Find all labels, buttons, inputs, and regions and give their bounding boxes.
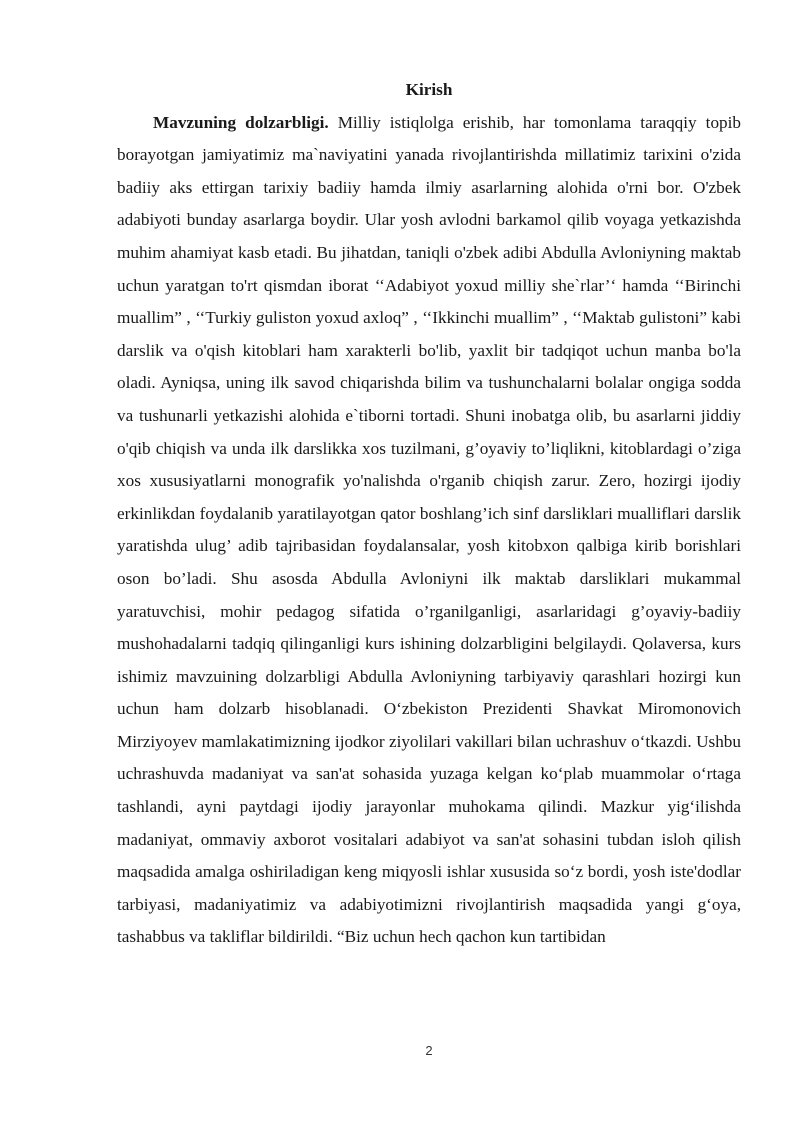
paragraph-lead: Mavzuning dolzarbligi. bbox=[153, 112, 329, 132]
paragraph-body: Milliy istiqlolga erishib, har tomonlama taraqqiy topib borayotgan jamiyatimiz ma`naviyatini yanada rivojlantirishda millatimiz tarixini o'zida badiiy aks ettirgan tarixiy badiiy hamda ilmiy asarlarning alohida o'rni bor. O'zbek adabiyoti bunday asarlarga boydir. Ular yosh avlodni barkamol qilib voyaga yetkazishda muhim ahamiyat kasb etadi. Bu jihatdan, taniqli o'zbek adibi Abdulla Avloniyning maktab uchun yaratgan to'rt qismdan iborat ‘‘Adabiyot yoxud milliy she`rlar’‘ hamda ‘‘Birinchi muallim” , ‘‘Turkiy guliston yoxud axloq” , ‘‘Ikkinchi muallim” , ‘‘Maktab gulistoni” kabi darslik va o'qish kitoblari ham xarakterli bo'lib, yaxlit bir tadqiqot uchun manba bo'la oladi. Ayniqsa, uning ilk savod chiqarishda bilim va tushunchalarni bolalar ongiga sodda va tushunarli yetkazishi alohida e`tiborni tortadi. Shuni inobatga olib, bu asarlarni jiddiy o'qib chiqish va unda ilk darslikka xos tuzilmani, g’oyaviy to’liqlikni, kitoblardagi o’ziga xos xususiyatlarni monografik yo'nalishda o'rganib chiqish zarur. Zero, hozirgi ijodiy erkinlikdan foydalanib yaratilayotgan qator boshlang’ich sinf darsliklari mualliflari darslik yaratishda ulug’ adib tajribasidan foydalansalar, yosh kitobxon qalbiga kirib borishlari oson bo’ladi. Shu asosda Abdulla Avloniyni ilk maktab darsliklari mukammal yaratuvchisi, mohir pedagog sifatida o’rganilganligi, asarlaridagi g’oyaviy-badiiy mushohadalarni tadqiq qilinganligi kurs ishining dolzarbligini belgilaydi. Qolaversa, kurs ishimiz mavzuining dolzarbligi Abdulla Avloniyning tarbiyaviy qarashlari hozirgi kun uchun ham dolzarb hisoblanadi. O‘zbekiston Prezidenti Shavkat Miromonovich Mirziyoyev mamlakatimizning ijodkor ziyolilari vakillari bilan uchrashuv o‘tkazdi. Ushbu uchrashuvda madaniyat va san'at sohasida yuzaga kelgan ko‘plab muammolar o‘rtaga tashlandi, ayni paytdagi ijodiy jarayonlar muhokama qilindi. Mazkur yig‘ilishda madaniyat, ommaviy axborot vositalari adabiyot va san'at sohasini tubdan isloh qilish maqsadida amalga oshiriladigan keng miqyosli ishlar xususida so‘z bordi, yosh iste'dodlar tarbiyasi, madaniyatimiz va adabiyotimizni rivojlantirish maqsadida yangi g‘oya, tashabbus va takliflar bildirildi. “Biz uchun hech qachon kun tartibidan bbox=[117, 112, 742, 947]
page-number: 2 bbox=[425, 1043, 433, 1058]
document-content bbox=[117, 74, 741, 954]
section-title: Kirish bbox=[405, 80, 453, 99]
body-paragraph bbox=[117, 107, 741, 954]
